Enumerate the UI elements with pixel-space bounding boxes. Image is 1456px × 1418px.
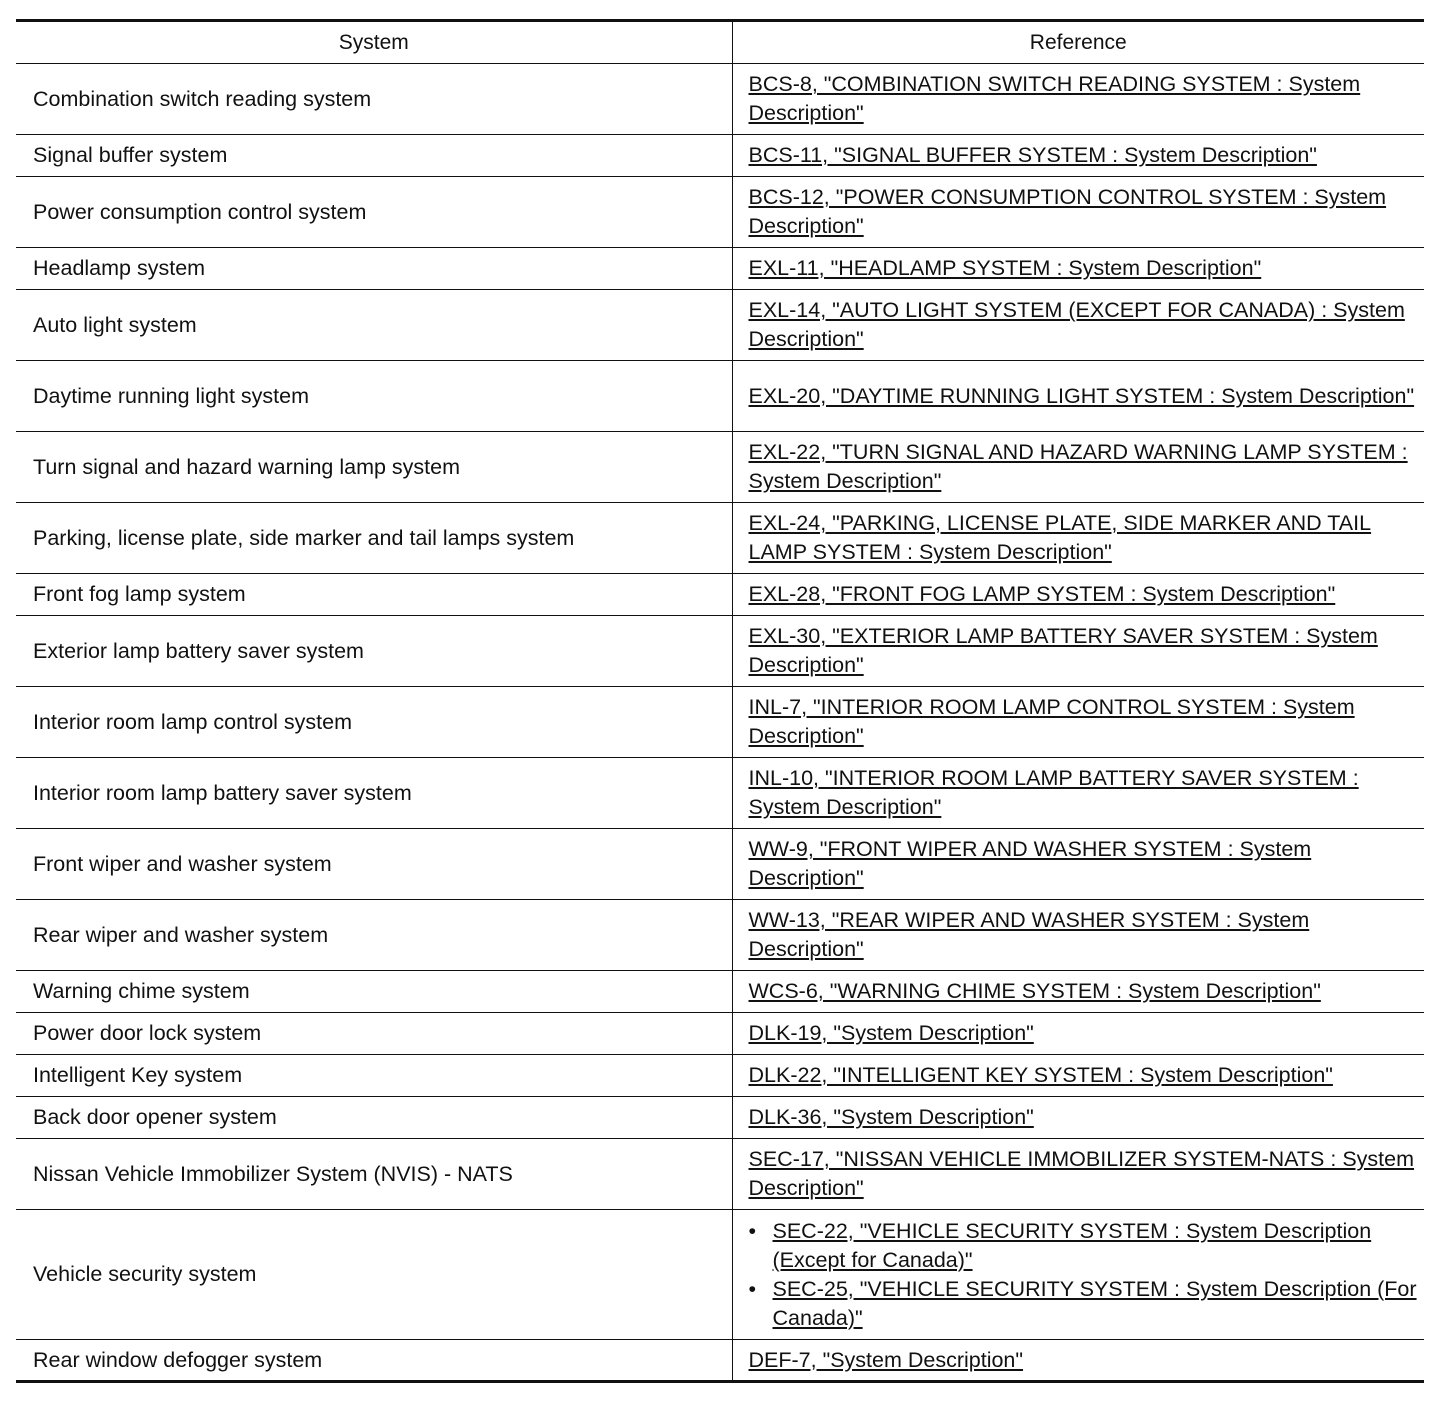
system-cell: Power door lock system: [16, 1013, 732, 1055]
reference-cell: [732, 64, 1424, 135]
reference-cell: [732, 1210, 1424, 1340]
table-row: [16, 290, 1424, 361]
system-cell: Combination switch reading system: [16, 64, 732, 135]
system-cell: Auto light system: [16, 290, 732, 361]
system-cell: Signal buffer system: [16, 135, 732, 177]
reference-link[interactable]: EXL-24, "PARKING, LICENSE PLATE, SIDE MARKER AND TAIL LAMP SYSTEM : System Description": [748, 511, 1372, 564]
table-row: [16, 616, 1424, 687]
system-cell: Back door opener system: [16, 1097, 732, 1139]
table-row: [16, 1097, 1424, 1139]
table-row: [16, 432, 1424, 503]
system-cell: Daytime running light system: [16, 361, 732, 432]
reference-link[interactable]: SEC-22, "VEHICLE SECURITY SYSTEM : System Description (Except for Canada)": [772, 1218, 1372, 1272]
reference-link[interactable]: DEF-7, "System Description": [748, 1347, 1024, 1372]
table-header-row: [16, 21, 1424, 64]
reference-cell: [732, 290, 1424, 361]
reference-cell: [732, 135, 1424, 177]
table-row: [16, 1340, 1424, 1382]
system-cell: Rear wiper and washer system: [16, 900, 732, 971]
reference-cell: [732, 829, 1424, 900]
reference-link[interactable]: DLK-36, "System Description": [748, 1105, 1034, 1129]
header-reference: Reference: [732, 21, 1424, 64]
bullet-dot-icon: •: [748, 1276, 757, 1301]
reference-link[interactable]: EXL-22, "TURN SIGNAL AND HAZARD WARNING LAMP SYSTEM : System Description": [748, 440, 1408, 493]
table-row: [16, 971, 1424, 1013]
reference-link[interactable]: WW-13, "REAR WIPER AND WASHER SYSTEM : System Description": [748, 908, 1310, 961]
reference-cell: [732, 1340, 1424, 1382]
bullet-item: [749, 1217, 1419, 1275]
table-row: [16, 1139, 1424, 1210]
system-cell: Turn signal and hazard warning lamp system: [16, 432, 732, 503]
table-row: [16, 1055, 1424, 1097]
reference-link[interactable]: EXL-30, "EXTERIOR LAMP BATTERY SAVER SYSTEM : System Description": [748, 624, 1378, 677]
reference-link[interactable]: INL-10, "INTERIOR ROOM LAMP BATTERY SAVER SYSTEM : System Description": [748, 766, 1359, 819]
table-row: [16, 829, 1424, 900]
reference-cell: [732, 1139, 1424, 1210]
reference-cell: [732, 361, 1424, 432]
reference-cell: [732, 900, 1424, 971]
reference-link[interactable]: WW-9, "FRONT WIPER AND WASHER SYSTEM : System Description": [748, 837, 1312, 890]
reference-link[interactable]: SEC-17, "NISSAN VEHICLE IMMOBILIZER SYSTEM-NATS : System Description": [748, 1147, 1415, 1200]
reference-cell: [732, 616, 1424, 687]
reference-cell: [732, 248, 1424, 290]
reference-cell: [732, 574, 1424, 616]
table-row: [16, 248, 1424, 290]
reference-link[interactable]: WCS-6, "WARNING CHIME SYSTEM : System Description": [748, 979, 1321, 1003]
table-row: [16, 64, 1424, 135]
system-reference-table: [16, 19, 1424, 1383]
system-cell: Power consumption control system: [16, 177, 732, 248]
reference-link[interactable]: SEC-25, "VEHICLE SECURITY SYSTEM : System Description (For Canada)": [772, 1276, 1417, 1330]
reference-cell: [732, 758, 1424, 829]
reference-link[interactable]: INL-7, "INTERIOR ROOM LAMP CONTROL SYSTEM : System Description": [748, 695, 1355, 748]
system-cell: Interior room lamp control system: [16, 687, 732, 758]
system-cell: Nissan Vehicle Immobilizer System (NVIS) - NATS: [16, 1139, 732, 1210]
reference-cell: [732, 503, 1424, 574]
table-row: [16, 1210, 1424, 1340]
table-row: [16, 503, 1424, 574]
system-cell: Intelligent Key system: [16, 1055, 732, 1097]
bullet-dot-icon: •: [748, 1218, 757, 1243]
reference-cell: [732, 1097, 1424, 1139]
reference-link[interactable]: DLK-22, "INTELLIGENT KEY SYSTEM : System Description": [748, 1063, 1333, 1087]
table-row: [16, 135, 1424, 177]
system-cell: Front wiper and washer system: [16, 829, 732, 900]
reference-link[interactable]: DLK-19, "System Description": [748, 1021, 1034, 1045]
table-row: [16, 177, 1424, 248]
system-cell: Vehicle security system: [16, 1210, 732, 1340]
table-row: [16, 758, 1424, 829]
reference-cell: [732, 177, 1424, 248]
reference-link[interactable]: EXL-20, "DAYTIME RUNNING LIGHT SYSTEM : System Description": [748, 383, 1415, 408]
system-cell: Rear window defogger system: [16, 1340, 732, 1382]
system-cell: Headlamp system: [16, 248, 732, 290]
table-row: [16, 574, 1424, 616]
reference-link[interactable]: BCS-8, "COMBINATION SWITCH READING SYSTEM : System Description": [748, 72, 1361, 125]
system-cell: Front fog lamp system: [16, 574, 732, 616]
header-system: System: [16, 21, 732, 64]
system-cell: Warning chime system: [16, 971, 732, 1013]
system-cell: Interior room lamp battery saver system: [16, 758, 732, 829]
table-row: [16, 361, 1424, 432]
reference-cell: [732, 432, 1424, 503]
reference-link[interactable]: BCS-11, "SIGNAL BUFFER SYSTEM : System Description": [748, 143, 1317, 167]
reference-cell: [732, 1013, 1424, 1055]
reference-cell: [732, 1055, 1424, 1097]
table-row: [16, 900, 1424, 971]
table-row: [16, 1013, 1424, 1055]
system-cell: Exterior lamp battery saver system: [16, 616, 732, 687]
reference-bullet-list: [749, 1217, 1419, 1333]
reference-link[interactable]: EXL-11, "HEADLAMP SYSTEM : System Description": [748, 256, 1262, 280]
reference-cell: [732, 687, 1424, 758]
system-cell: Parking, license plate, side marker and tail lamps system: [16, 503, 732, 574]
reference-link[interactable]: EXL-28, "FRONT FOG LAMP SYSTEM : System Description": [748, 582, 1336, 606]
reference-link[interactable]: BCS-12, "POWER CONSUMPTION CONTROL SYSTEM : System Description": [748, 185, 1387, 238]
bullet-item: [749, 1275, 1419, 1333]
table-row: [16, 687, 1424, 758]
reference-cell: [732, 971, 1424, 1013]
reference-link[interactable]: EXL-14, "AUTO LIGHT SYSTEM (EXCEPT FOR CANADA) : System Description": [748, 298, 1405, 351]
